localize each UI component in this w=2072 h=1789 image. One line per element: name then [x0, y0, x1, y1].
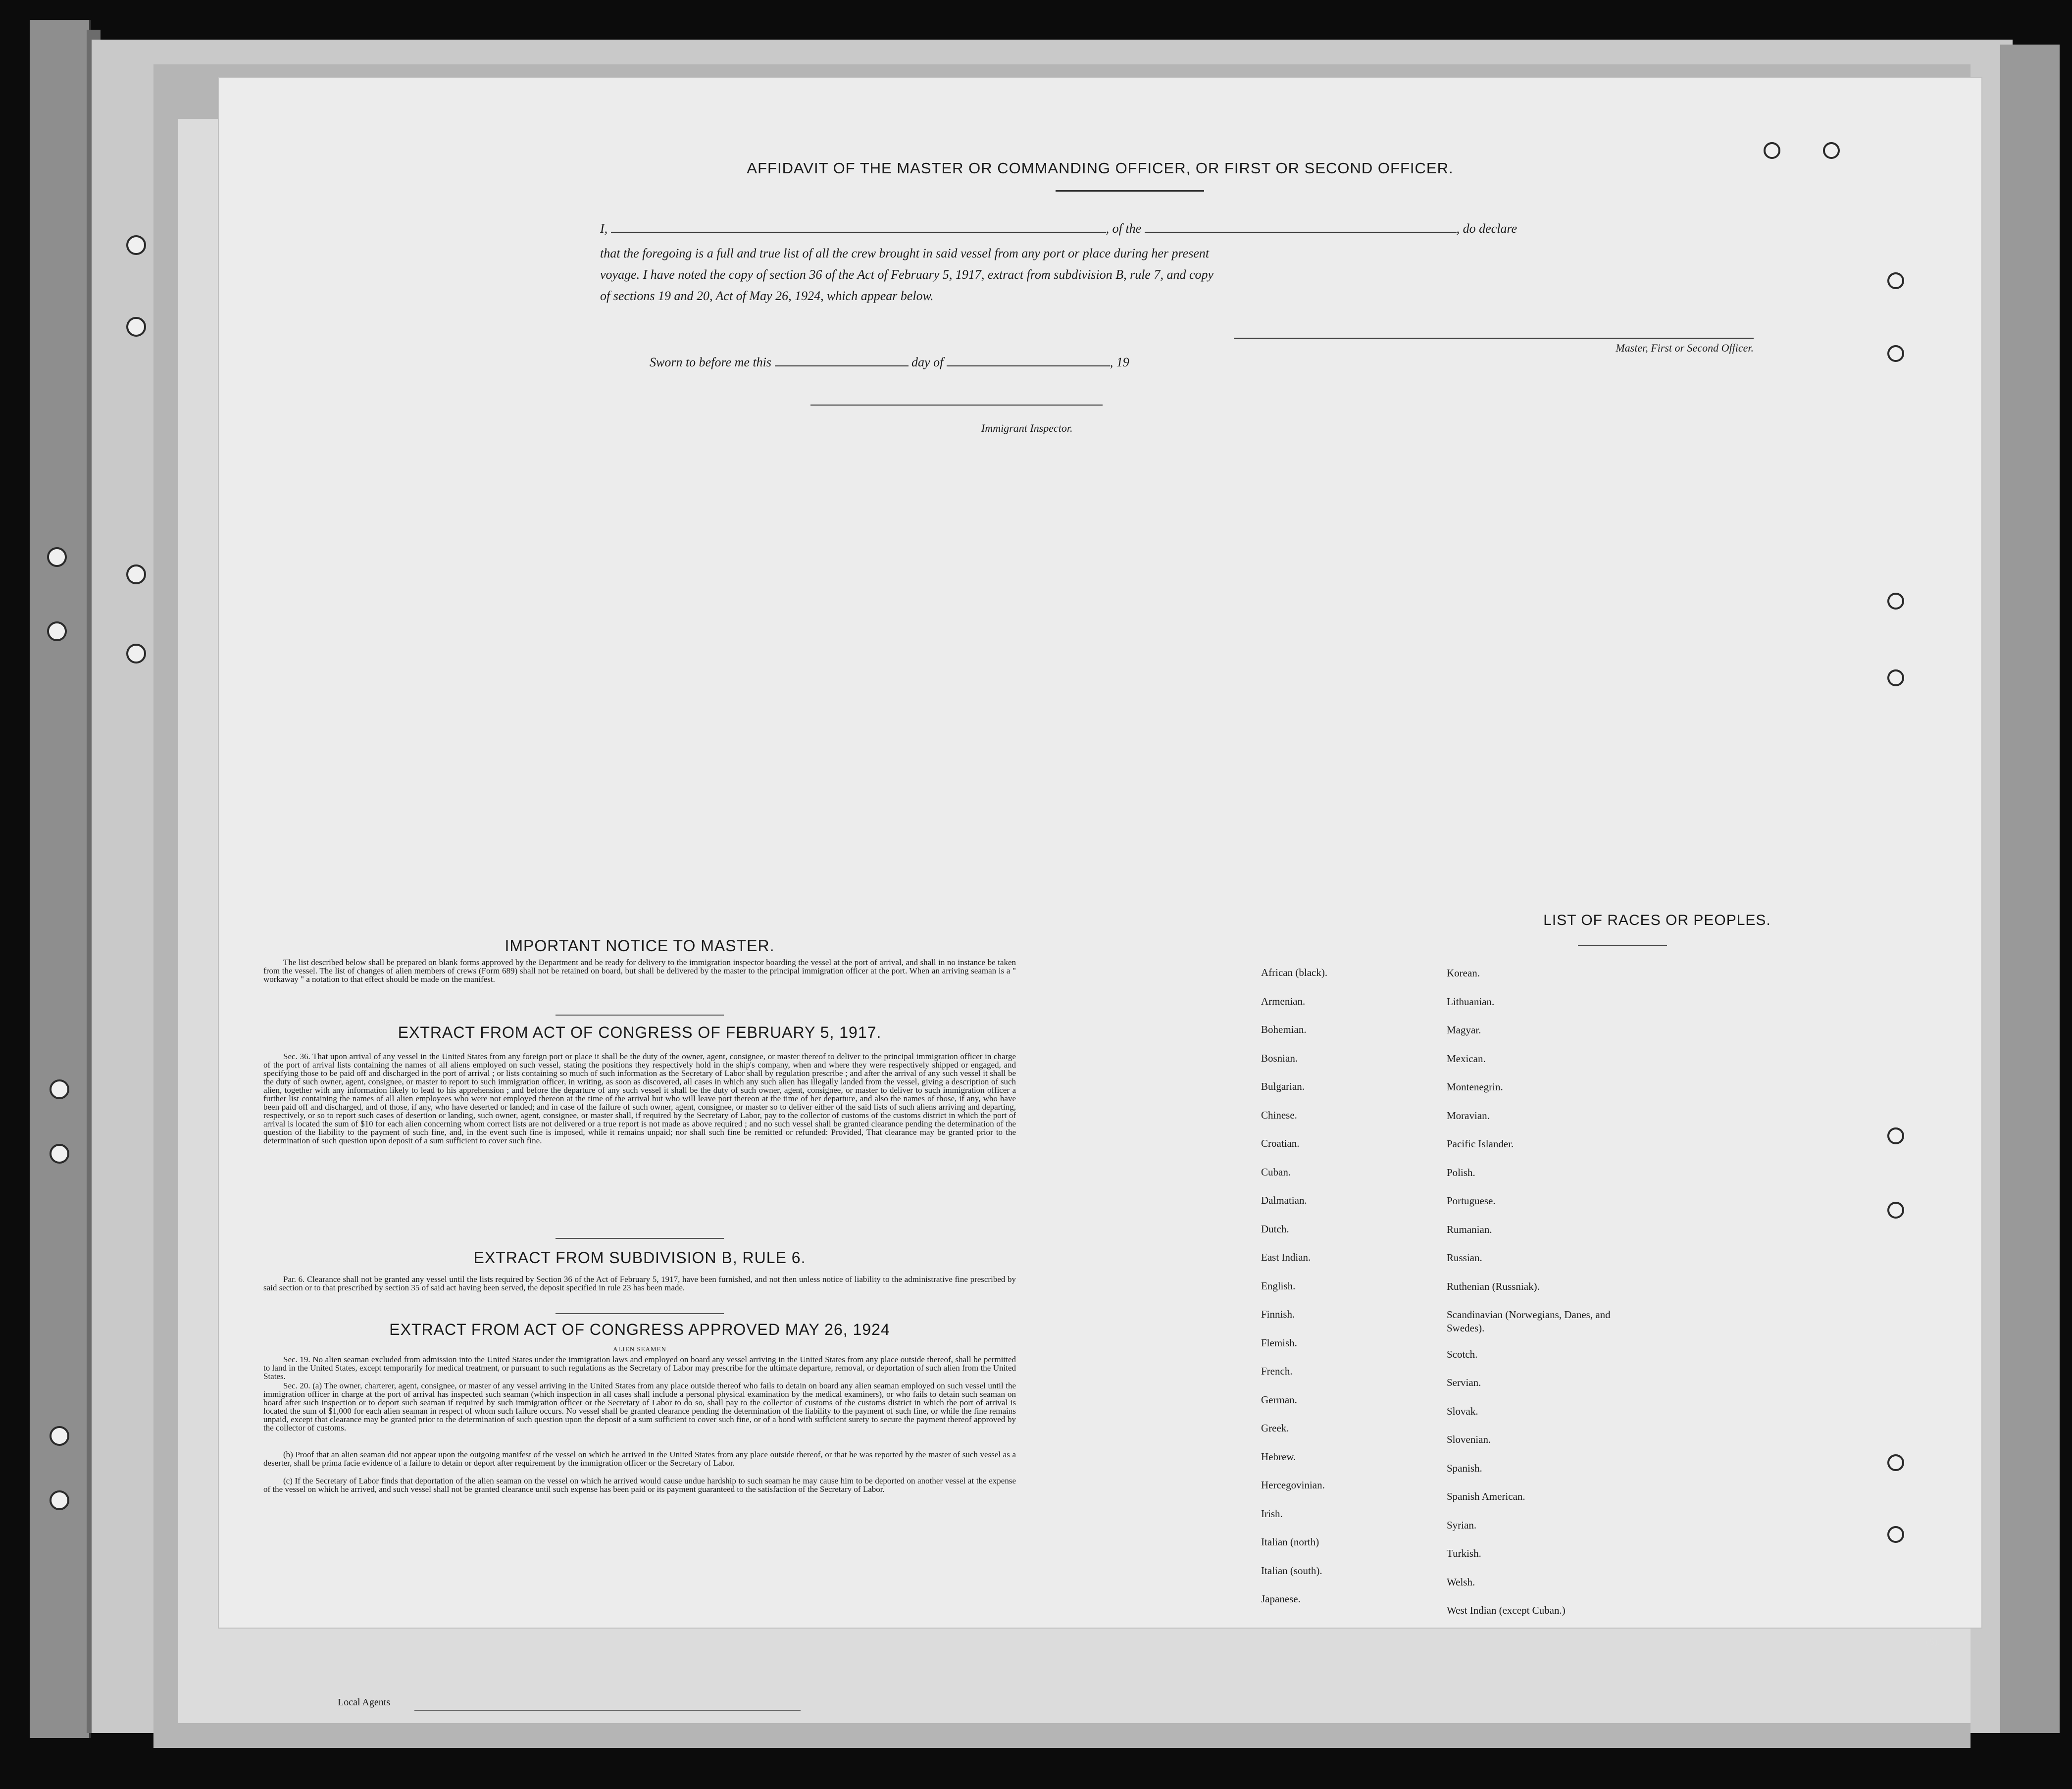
race-item: Finnish.	[1261, 1308, 1295, 1320]
affidavit-line-1	[600, 221, 1803, 236]
extract-1924-subtitle: ALIEN SEAMEN	[613, 1345, 666, 1353]
race-item: Slovenian.	[1447, 1433, 1491, 1445]
binder-hole	[50, 1144, 69, 1164]
race-item: Cuban.	[1261, 1166, 1291, 1178]
race-item: Polish.	[1447, 1166, 1475, 1178]
name-blank[interactable]	[611, 232, 1106, 233]
race-item: Montenegrin.	[1447, 1081, 1503, 1093]
page-hole	[1823, 142, 1840, 159]
race-item: Turkish.	[1447, 1547, 1481, 1559]
binder-hole	[50, 1079, 69, 1099]
signature-line[interactable]	[1234, 338, 1754, 339]
race-item: Dalmatian.	[1261, 1194, 1307, 1206]
page-hole	[1887, 345, 1904, 362]
document-page	[218, 77, 1982, 1708]
race-item: Flemish.	[1261, 1336, 1297, 1349]
affidavit-line-4: of sections 19 and 20, Act of May 26, 1924, which appear below.	[600, 289, 934, 303]
affidavit-title: AFFIDAVIT OF THE MASTER OR COMMANDING OFFICER, OR FIRST OR SECOND OFFICER.	[747, 159, 1454, 177]
right-edge-strip	[2000, 45, 2060, 1733]
race-item: Servian.	[1447, 1377, 1481, 1388]
race-item: Moravian.	[1447, 1109, 1490, 1122]
page-hole	[1887, 1202, 1904, 1219]
extract-1917-title: EXTRACT FROM ACT OF CONGRESS OF FEBRUARY 5, 1917.	[398, 1023, 882, 1041]
race-item: Hebrew.	[1261, 1450, 1296, 1463]
sworn-year-label: , 19	[1110, 355, 1129, 369]
race-item: German.	[1261, 1393, 1297, 1406]
notice-text: The list described below shall be prepared on blank forms approved by the Department and be ready for delivery to the immigration inspector boarding the vessel at the port of arrival, and shall in no instance be taken from the vessel. The list of changes of alien members of crews (Form 689) shall not be retained on board, but shall be delivered by the master to the principal immigration officer at the port. When an arriving seaman is a " workaway " a notation to that effect should be made on the manifest.	[263, 958, 1016, 984]
races-title: LIST OF RACES OR PEOPLES.	[1543, 912, 1771, 928]
binder-hole	[126, 235, 146, 255]
sworn-prefix: Sworn to before me this	[650, 355, 772, 369]
section-divider	[556, 1238, 724, 1239]
signature-label: Master, First or Second Officer.	[1616, 342, 1754, 354]
race-item: Korean.	[1447, 967, 1480, 979]
day-blank[interactable]	[775, 365, 909, 366]
race-item: Bulgarian.	[1261, 1080, 1305, 1092]
page-hole	[1887, 1526, 1904, 1543]
affidavit-of-the-label: , of the	[1106, 221, 1142, 236]
binder-hole	[47, 547, 67, 567]
page-hole	[1887, 669, 1904, 686]
race-item: English.	[1261, 1279, 1296, 1292]
extract-rule6-text: Par. 6. Clearance shall not be granted any vessel until the lists required by Section 36 of the Act of February 5, 1917, have been furnished, and not then unless notice of liability to the administrative fine prescribed by said section or to that prescribed by section 35 of said act having been served, the deposit specified in rule 23 has been made.	[263, 1275, 1016, 1292]
race-item: Slovak.	[1447, 1405, 1478, 1417]
vessel-blank[interactable]	[1145, 232, 1457, 233]
binder-hole	[126, 564, 146, 584]
race-item: Irish.	[1261, 1507, 1283, 1520]
race-item: Pacific Islander.	[1447, 1138, 1514, 1150]
race-item: Italian (north)	[1261, 1536, 1319, 1548]
page-hole	[1887, 593, 1904, 610]
races-divider	[1578, 945, 1667, 946]
race-item: Scotch.	[1447, 1348, 1478, 1360]
race-item: Bohemian.	[1261, 1023, 1307, 1035]
race-item: West Indian (except Cuban.)	[1447, 1604, 1566, 1616]
local-agents-line	[414, 1710, 801, 1711]
extract-1924-title: EXTRACT FROM ACT OF CONGRESS APPROVED MAY 26, 1924	[389, 1321, 890, 1338]
binder-hole	[50, 1490, 69, 1510]
binder-backing	[30, 20, 91, 1738]
race-item: Syrian.	[1447, 1519, 1477, 1531]
binder-hole	[47, 621, 67, 641]
affidavit-declare-label: , do declare	[1456, 221, 1517, 236]
inspector-signature-line[interactable]	[810, 405, 1103, 406]
extract-1917-text: Sec. 36. That upon arrival of any vessel in the United States from any foreign port or place it shall be the duty of the owner, agent, consignee, or master thereof to deliver to the principal immigration officer in charge of the port of arrival lists containing the names of all aliens employed on such vessel, stating the positions they respectively hold in the ship's company, when and where they were respectively shipped or engaged, and specifying those to be paid off and discharged in the port of arrival ; or lists containing so much of such information as the Secretary of Labor shall by regulation prescribe ; and after the arrival of any such vessel it shall be the duty of such owner, agent, consignee, or master to report to such immigration officer, in writing, as soon as discovered, all cases in which any such alien has illegally landed from the vessel, giving a description of such alien, together with any information likely to lead to his apprehension ; and before the departure of any such vessel it shall be the duty of such owner, agent, consignee, or master to deliver to such immigration officer a further list containing the names of all alien employees who were not employed thereon at the time of the arrival but who will leave port thereon at the time of her departure, and also the names of those, if any, who have been paid off and discharged, and of those, if any, who have deserted or landed; and in case of the failure of such owner, agent, consignee, or master so to deliver either of the said lists of such aliens arriving and departing, respectively, or so to report such cases of desertion or landing, such owner, agent, consignee, or master shall, if required by the Secretary of Labor, pay to the collector of customs of the customs district in which the port of arrival is located the sum of $10 for each alien concerning whom correct lists are not delivered or a true report is not made as above required ; and no such vessel shall be granted clearance pending the determination of the question of the liability to the payment of such fine, and, in the event such fine is imposed, while it remains unpaid; nor shall such fine be remitted or refunded: Provided, That clearance may be granted prior to the determination of such question upon deposit of a sum sufficient to cover such fine.	[263, 1052, 1016, 1145]
race-item: East Indian.	[1261, 1251, 1311, 1263]
extract-1924-sec20b: (b) Proof that an alien seaman did not appear upon the outgoing manifest of the vessel on which he arrived in the United States from any place outside thereof, or that he was reported by the master of such vessel as a deserter, shall be prima facie evidence of a failure to detain or deport after requirement by the immigration officer or the Secretary of Labor.	[263, 1450, 1016, 1468]
inspector-label: Immigrant Inspector.	[981, 422, 1073, 434]
race-item: Greek.	[1261, 1422, 1289, 1434]
title-divider	[1056, 190, 1204, 192]
affidavit-line-2: that the foregoing is a full and true list of all the crew brought in said vessel from any port or place during her present	[600, 246, 1210, 260]
race-item: Scandinavian (Norwegians, Danes, and Swedes).	[1447, 1309, 1611, 1334]
binder-hole	[50, 1426, 69, 1446]
race-item: Croatian.	[1261, 1137, 1300, 1149]
month-blank[interactable]	[947, 365, 1110, 366]
race-item: Spanish.	[1447, 1462, 1482, 1474]
binder-hole	[126, 317, 146, 337]
race-item: Russian.	[1447, 1252, 1482, 1264]
race-item: Chinese.	[1261, 1109, 1297, 1121]
race-item: Japanese.	[1261, 1593, 1301, 1605]
page-hole	[1887, 272, 1904, 289]
page-hole	[1764, 142, 1780, 159]
extract-rule6-title: EXTRACT FROM SUBDIVISION B, RULE 6.	[473, 1249, 806, 1267]
race-item: French.	[1261, 1365, 1293, 1377]
race-item: Bosnian.	[1261, 1052, 1298, 1064]
race-item: Mexican.	[1447, 1052, 1486, 1065]
section-divider	[556, 1313, 724, 1314]
extract-1924-sec19: Sec. 19. No alien seaman excluded from admission into the United States under the immigration laws and employed on board any vessel arriving in the United States from any place outside thereof, shall be permitted to land in the United States, except temporarily for medical treatment, or pursuant to such regulations as the Secretary of Labor may prescribe for the ultimate departure, removal, or deportation of such alien from the United States.	[263, 1355, 1016, 1381]
section-divider	[556, 1015, 724, 1016]
sworn-line	[650, 355, 1129, 370]
race-item: Portuguese.	[1447, 1195, 1496, 1207]
extract-1924-sec20c: (c) If the Secretary of Labor finds that deportation of the alien seaman on the vessel on which he arrived would cause undue hardship to such seaman he may cause him to be deported on another vessel at the expense of the vessel on which he arrived, and such vessel shall not be granted clearance until such expense has been paid or its payment guaranteed to the satisfaction of the Secretary of Labor.	[263, 1476, 1016, 1494]
race-item: Armenian.	[1261, 995, 1306, 1007]
binder-hole	[126, 644, 146, 664]
race-item: Dutch.	[1261, 1223, 1289, 1235]
race-item: Magyar.	[1447, 1024, 1481, 1036]
form-number: (8).	[1926, 1636, 1940, 1647]
race-item: Hercegovinian.	[1261, 1479, 1325, 1491]
race-item: Italian (south).	[1261, 1564, 1322, 1577]
extract-1924-sec20a: Sec. 20. (a) The owner, charterer, agent, consignee, or master of any vessel arriving in the United States from any place outside thereof who fails to detain on board any alien seaman employed on such vessel until the immigration officer in charge at the port of arrival has inspected such seaman (which inspection in all cases shall include a personal physical examination by the medical examiners), or who fails to detain such seaman on board after such inspection or to deport such seaman if required by such immigration officer or the Secretary of Labor to do so, shall pay to the collector of customs of the customs district in which the port of arrival is located the sum of $1,000 for each alien seaman in respect of whom such failure occurs. No vessel shall be granted clearance pending the determination of the liability to the payment of such fine, or while the fine remains unpaid, except that clearance may be granted prior to the determination of such question upon the deposit of a sum sufficient to cover such fine, or of a bond with sufficient surety to secure the payment thereof approved by the collector of customs.	[263, 1381, 1016, 1432]
race-item: Spanish American.	[1447, 1490, 1525, 1502]
race-item: African (black).	[1261, 967, 1328, 978]
local-agents-label: Local Agents	[338, 1697, 391, 1708]
sworn-day-label: day of	[911, 355, 944, 369]
affidavit-line-3: voyage. I have noted the copy of section 36 of the Act of February 5, 1917, extract from subdivision B, rule 7, and copy	[600, 267, 1214, 282]
race-item: Welsh.	[1447, 1576, 1475, 1588]
race-item: Lithuanian.	[1447, 995, 1495, 1008]
race-item: Rumanian.	[1447, 1223, 1492, 1235]
race-item: Ruthenian (Russniak).	[1447, 1280, 1540, 1292]
notice-title: IMPORTANT NOTICE TO MASTER.	[505, 937, 775, 955]
page-hole	[1887, 1127, 1904, 1144]
page-hole	[1887, 1454, 1904, 1471]
affidavit-i-label: I,	[600, 221, 608, 236]
